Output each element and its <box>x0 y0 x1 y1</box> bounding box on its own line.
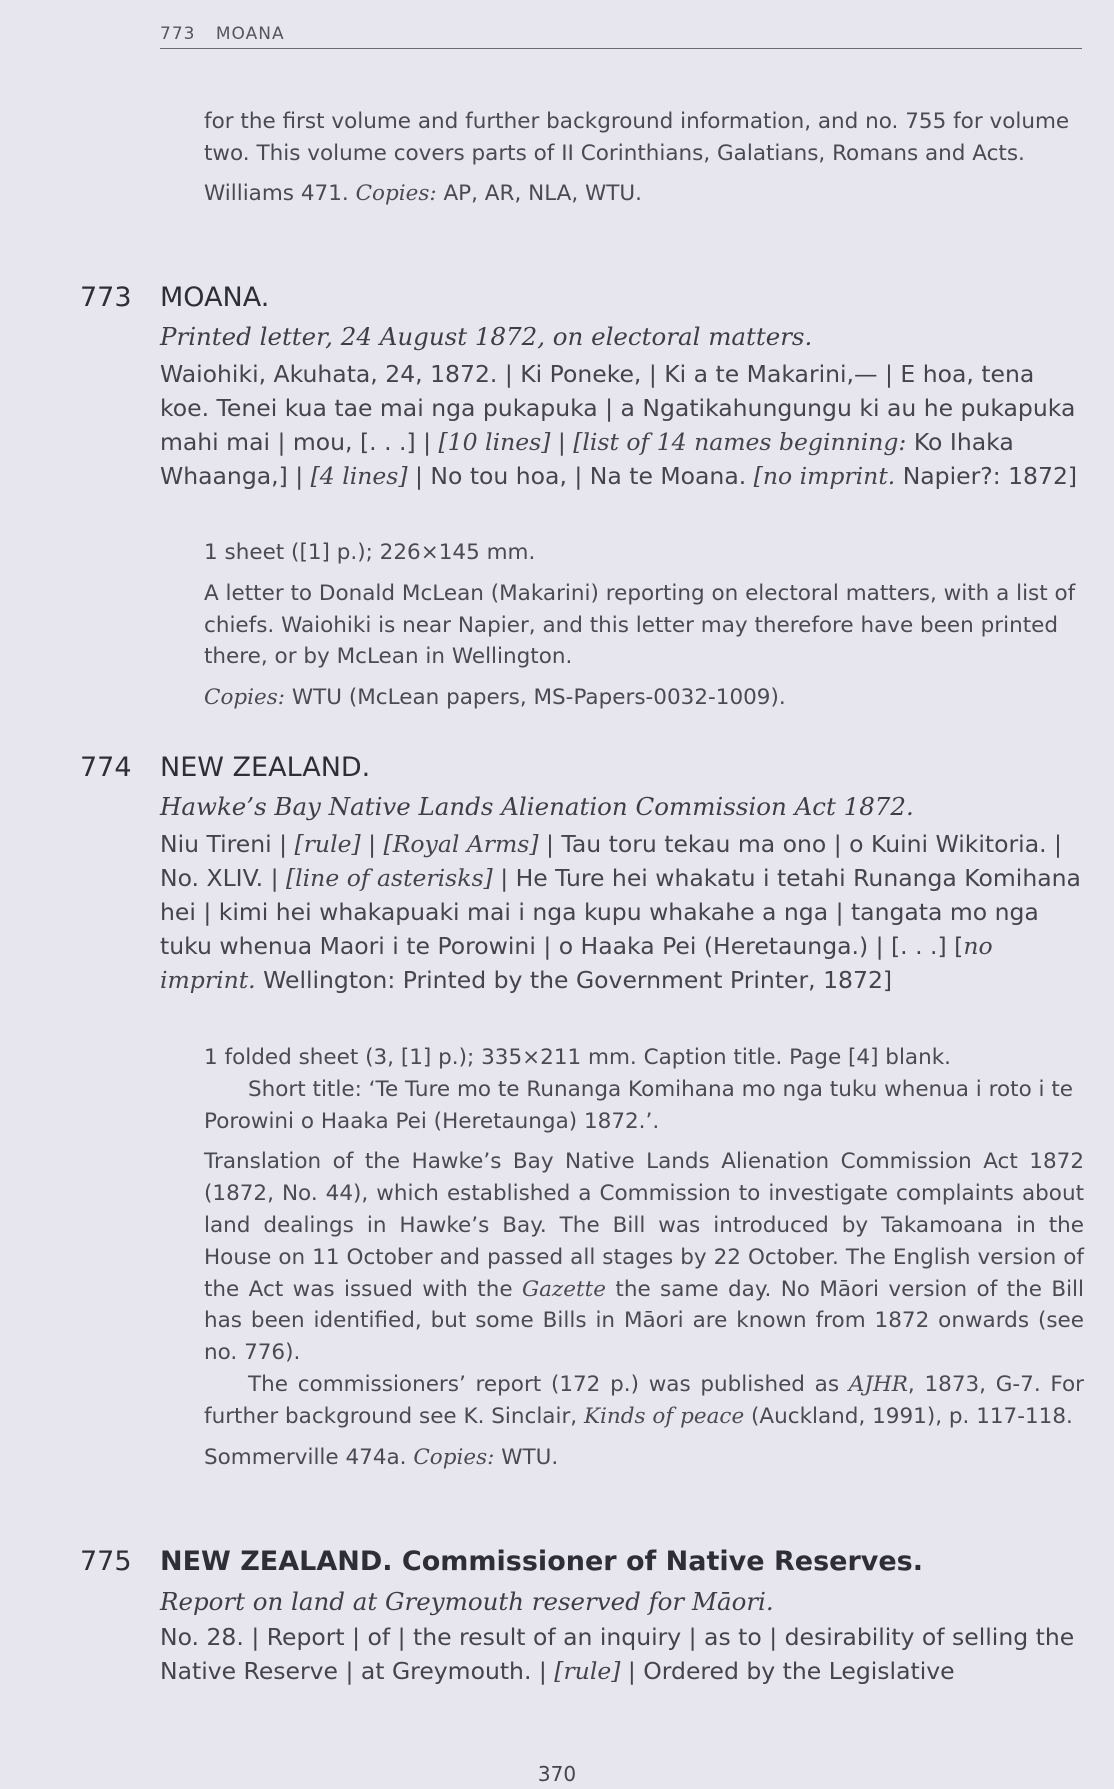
copies-label: Copies: <box>204 685 286 711</box>
transcription-text: Napier?: 1872] <box>895 462 1078 490</box>
report-note <box>204 1369 1084 1433</box>
transcription-text: | <box>360 830 384 858</box>
copies-value: WTU (McLean papers, MS-Papers-0032-1009). <box>291 685 786 711</box>
transcription-text: Waiohiki, Akuhata, 24, 1872. | Ki Poneke, | Ki a te Makarini,— | E hoa, tena koe. Tenei kua tae mai nga pukapuka | a Ngatikahungungu ki au he pukapuka mahi mai | mou, [. . .] | <box>160 360 1076 456</box>
entry-heading: NEW ZEALAND. Commissioner of Native Reserves. <box>160 1546 924 1577</box>
editorial-note: [line of asterisks] <box>285 864 493 892</box>
note-text: the same day. No Māori version of the Bill has been identified, but some Bills in Māori are known from 1872 onwards (see no. 776). <box>204 1276 1084 1366</box>
entry-title: Printed letter, 24 August 1872, on electoral matters. <box>160 322 813 351</box>
entry-note: A letter to Donald McLean (Makarini) reporting on electoral matters, with a list of chiefs. Waiohiki is near Napier, and this letter may therefore have been printed there, or by McLean in Wellington. <box>204 580 1076 670</box>
editorial-note: [4 lines] <box>310 462 408 490</box>
continuation-copies <box>204 178 1084 210</box>
running-head-title: MOANA <box>215 24 285 44</box>
entry-copies <box>204 1442 1084 1474</box>
entry-transcription <box>160 357 1084 493</box>
entry-ref: Sommerville 474a. <box>204 1444 407 1470</box>
transcription-text: | Ordered by the Legislative <box>620 1657 955 1685</box>
editorial-note: [rule] <box>554 1657 621 1685</box>
editorial-note: [no imprint. <box>753 462 896 490</box>
editorial-note: [rule] <box>294 830 361 858</box>
copies-label: Copies: <box>355 181 437 206</box>
transcription-text: Ko Ihaka Whaanga,] | <box>160 428 1014 490</box>
entry-title: Report on land at Greymouth reserved for Māori. <box>160 1587 774 1616</box>
continuation-block <box>204 106 1084 210</box>
transcription-text: Niu Tireni | <box>160 830 295 858</box>
editorial-note: no imprint. <box>160 932 993 994</box>
entry-number: 774 <box>80 752 132 783</box>
transcription-text: | No tou hoa, | Na te Moana. <box>407 462 754 490</box>
transcription-text: Wellington: Printed by the Government Printer, 1872] <box>255 966 893 994</box>
entry-notes <box>204 1042 1084 1482</box>
continuation-ref: Williams 471. <box>204 181 349 206</box>
note-text: Translation of the Hawke’s Bay Native Lands Alienation Commission Act 1872 (1872, No. 44), which established a Commission to investigate complaints about land dealings in Hawke’s Bay. The Bill was introduced by Takamoana in the House on 11 October and passed all stages by 22 October. The English version of the Act was issued with the <box>204 1149 1084 1302</box>
note-italic: AJHR <box>848 1371 908 1397</box>
physical-description: 1 sheet ([1] p.); 226×145 mm. <box>204 540 536 565</box>
note-italic: Gazette <box>521 1276 606 1302</box>
editorial-note: [list of 14 names beginning: <box>573 428 907 456</box>
entry-copies <box>204 682 1084 714</box>
page-number: 370 <box>537 1762 577 1786</box>
entry-heading: NEW ZEALAND. <box>160 752 371 783</box>
note-text: The commissioners’ report (172 p.) was published as <box>248 1371 849 1397</box>
physical-description: 1 folded sheet (3, [1] p.); 335×211 mm. Caption title. Page [4] blank. <box>204 1045 951 1070</box>
copies-value: WTU. <box>501 1444 559 1470</box>
entry-heading: MOANA. <box>160 282 270 313</box>
entry-number: 773 <box>80 282 132 313</box>
transcription-text: | <box>550 428 574 456</box>
continuation-text: for the first volume and further background information, and no. 755 for volume two. This volume covers parts of II Corinthians, Galatians, Romans and Acts. <box>204 109 1070 166</box>
entry-number: 775 <box>80 1546 132 1577</box>
short-title: Short title: ‘Te Ture mo te Runanga Komihana mo nga tuku whenua i roto i te Porowini o Haaka Pei (Heretaunga) 1872.’. <box>204 1076 1074 1134</box>
note-text: (Auckland, 1991), p. 117-118. <box>744 1403 1073 1429</box>
transcription-text: | He Ture hei whakatu i tetahi Runanga Komihana hei | kimi hei whakapuaki mai i nga kupu whakahe a nga | tangata mo nga tuku whenua Maori i te Porowini | o Haaka Pei (Heretaunga.) | [. . .] [ <box>160 864 1081 960</box>
transcription-text: | Tau toru tekau ma ono | o Kuini Wikitoria. | No. XLIV. | <box>160 830 1062 892</box>
editorial-note: [10 lines] <box>438 428 551 456</box>
running-head <box>160 24 1082 49</box>
entry-transcription <box>160 827 1084 997</box>
running-head-number: 773 <box>160 24 196 44</box>
copies-label: Copies: <box>413 1444 495 1470</box>
note-text: , 1873, G-7. For further background see K. Sinclair, <box>204 1371 1084 1429</box>
entry-notes <box>204 537 1084 723</box>
note-italic: Kinds of peace <box>583 1403 745 1429</box>
entry-transcription <box>160 1620 1084 1688</box>
transcription-text: No. 28. | Report | of | the result of an inquiry | as to | desirability of selling the Native Reserve | at Greymouth. | <box>160 1623 1075 1685</box>
entry-note <box>204 1146 1084 1369</box>
editorial-note: [Royal Arms] <box>383 830 539 858</box>
copies-value: AP, AR, NLA, WTU. <box>443 181 643 206</box>
entry-title: Hawke’s Bay Native Lands Alienation Commission Act 1872. <box>160 792 914 821</box>
